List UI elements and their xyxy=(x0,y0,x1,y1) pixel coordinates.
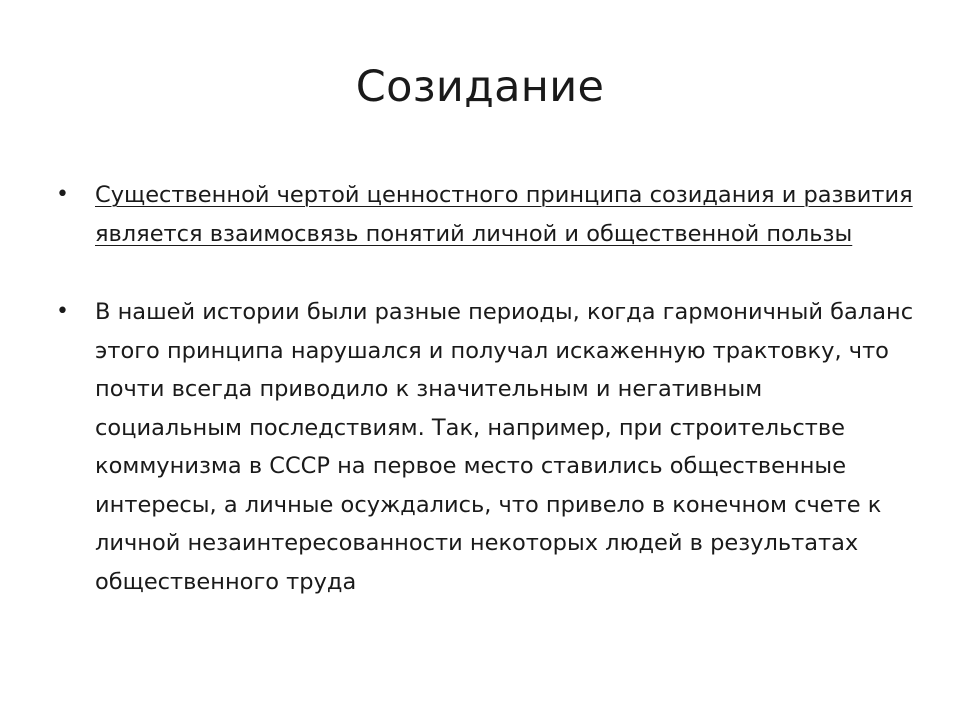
bullet-dot-icon: • xyxy=(56,182,69,207)
bullet-text-1: Существенной чертой ценностного принципа созидания и развития является взаимосвязь понятий личной и общественной пользы xyxy=(95,182,913,247)
slide-title: Созидание xyxy=(355,62,605,112)
bullet-list xyxy=(56,176,916,601)
bullet-item-2 xyxy=(56,293,916,601)
bullet-dot-icon: • xyxy=(56,299,69,324)
bullet-item-1 xyxy=(56,176,916,253)
bullet-text-2: В нашей истории были разные периоды, когда гармоничный баланс этого принципа нарушался и получал искаженную трактовку, что почти всегда приводило к значительным и негативным социальным последствиям. Так, например, при строительстве коммунизма в СССР на первое место ставились общественные интересы, а личные осуждались, что привело в конечном счете к личной незаинтересованности некоторых людей в результатах общественного труда xyxy=(95,299,914,595)
